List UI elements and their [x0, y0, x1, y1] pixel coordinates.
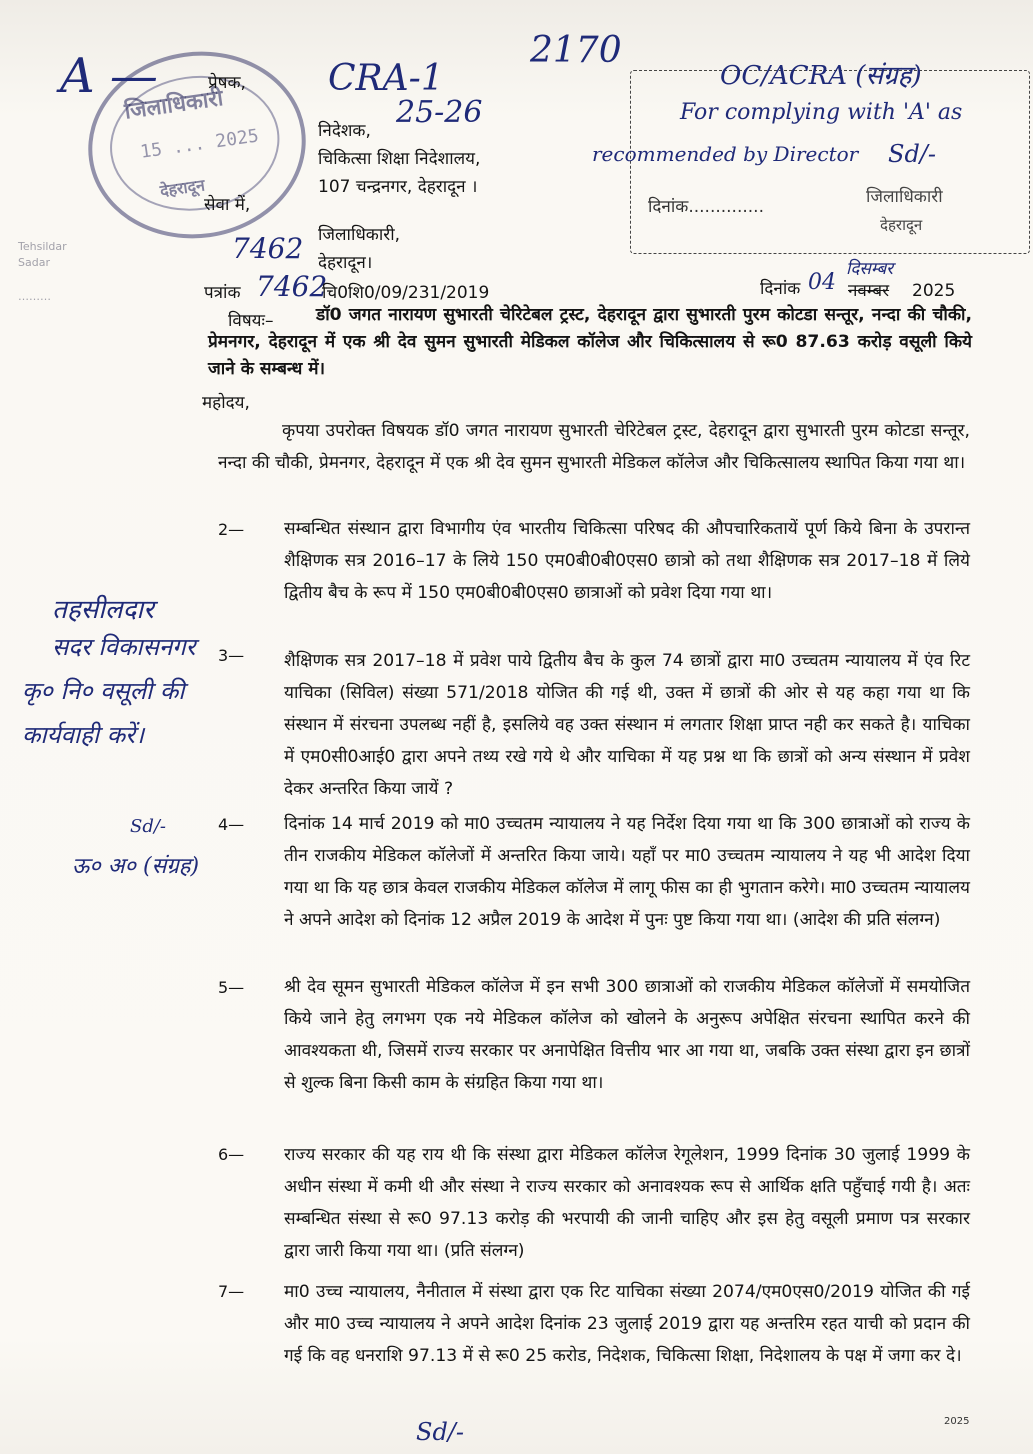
oc-box-note-1: For complying with 'A' as [680, 100, 963, 125]
oc-box-title: OC/ACRA (संग्रह) [720, 61, 922, 91]
bottom-signature: Sd/- [416, 1418, 464, 1446]
paragraph-5: श्री देव सूमन सुभारती मेडिकल कॉलेज में इन सभी 300 छात्राओं को राजकीय मेडिकल कॉलेजों में समयोजित किये जाने हेतु लगभग एक नये मेडिकल कॉलेज को खोलने के अनुरूप अपेक्षित संरचना स्थापित करने की आवश्यकता थी, जिसमें राज्य सरकार पर अनापेक्षित वित्तीय भार आ गया था, जबकि उक्त संस्था द्वारा इन छात्रों से शुल्क बिना किसी काम के संग्रहित किया गया था। [284, 977, 970, 1093]
oc-box-office-2: देहरादून [880, 216, 923, 234]
number-mark: 2170 [530, 30, 622, 71]
date-day: 04 [808, 270, 836, 295]
stamp-date: 15 ... 2025 [139, 125, 261, 163]
margin-note-line-4: कार्यवाही करें। [22, 721, 145, 749]
ghost-stamp: Tehsildar [18, 240, 67, 253]
paragraph-4: दिनांक 14 मार्च 2019 को मा0 उच्चतम न्यायालय ने यह निर्देश दिया गया था कि 300 छात्राओं को राज्य के तीन राजकीय मेडिकल कॉलेजों में अन्तरित किया जाये। यहाँ पर मा0 उच्चतम न्यायालय ने यह भी आदेश दिया गया था कि यह छात्र केवल राजकीय मेडिकल कॉलेज में लागू फीस का ही भुगतान करेगे। मा0 उच्चतम न्यायालय ने अपने आदेश को दिनांक 12 अप्रैल 2019 के आदेश में पुनः पुष्ट किया गया था। (आदेश की प्रति संलग्न) [284, 814, 970, 930]
date-month-struck: नवम्बर [848, 281, 890, 301]
top-left-mark: A — [60, 48, 158, 104]
ref-handwritten-2: 7462 [256, 270, 328, 303]
stamp-title: जिलाधिकारी [122, 86, 225, 125]
ref-label: पत्रांक [204, 283, 241, 303]
oc-box-date-label: दिनांक.............. [648, 197, 764, 217]
sender-line-1: निदेशक, [318, 121, 371, 141]
document-page: जिलाधिकारी 15 ... 2025 देहरादून Tehsildar Sadar ……… A — CRA-1 25-26 2170 OC/ACRA (संग्रह) For complying with 'A' as recommended by Director Sd/- दिनांक.............. जिलाधिकारी देहरादून प्रेषक, निदेशक, चिकित्सा शिक्षा निदेशालय, 107 चन्द्रनगर, देहरादून । सेवा में, जिलाधिकारी, देहरादून। 7462 पत्रांक 7462 चि0शि0/09/231/2019 दिनांक 04 नवम्बर दिसम्बर 2025 विषयः– डॉ0 जगत नारायण सुभारती चेरिटेबल ट्रस्ट, देहरादून द्वारा सुभारती पुरम कोटडा सन्तूर, नन्दा की चौकी, प्रेमनगर, देहरादून में एक श्री देव सुमन सुभारती मेडिकल कॉलेज और चिकित्सालय से रू0 87.63 करोड़ वसूली किये जाने के सम्बन्ध में। महोदय, कृपया उपरोक्त विषयक डॉ0 जगत नारायण सुभारती चेरिटेबल ट्रस्ट, देहरादून द्वारा सुभारती पुरम कोटडा सन्तूर, नन्दा की चौकी, प्रेमनगर, देहरादून में एक श्री देव सुमन सुभारती मेडिकल कॉलेज और चिकित्सालय स्थापित किया गया था। 2— सम्बन्धित संस्थान द्वारा विभागीय एंव भारतीय चिकित्सा परिषद की औपचारिकतायें पूर्ण किये बिना के उपरान्त शैक्षिणक सत्र 2016–17 के लिये 150 एम0बी0बी0एस0 छात्रो को तथा शैक्षिणक सत्र 2017–18 में लिये द्वितीय बैच के रूप में 150 एम0बी0बी0एस0 छात्राओं को प्रवेश दिया गया था। 3— शैक्षिणक सत्र 2017–18 में प्रवेश पाये द्वितीय बैच के कुल 74 छात्रों द्वारा मा0 उच्चतम न्यायालय में एंव रिट याचिका (सिविल) संख्या 571/2018 योजित की गई थी, उक्त में छात्रों की ओर से यह कहा गया था कि संस्थान में संरचना उपलब्ध नहीं है, इसलिये वह उक्त संस्थान मं लगतार शिक्षा प्राप्त नही कर सकते है। याचिका में एम0सी0आई0 द्वारा अपने तथ्य रखे गये थे और याचिका में यह प्रश्न था कि छात्रों को अन्य संस्थान में प्रवेश देकर अन्तरित किया जायें ? 4— दिनांक 14 मार्च 2019 को मा0 उच्चतम न्यायालय ने यह निर्देश दिया गया था कि 300 छात्राओं को राज्य के तीन राजकीय मेडिकल कॉलेजों में अन्तरित किया जाये। यहाँ पर मा0 उच्चतम न्यायालय ने यह भी आदेश दिया गया था कि यह छात्र केवल राजकीय मेडिकल कॉलेज में लागू फीस का ही भुगतान करेगे। मा0 उच्चतम न्यायालय ने अपने आदेश को दिनांक 12 अप्रैल 2019 के आदेश में पुनः पुष्ट किया गया था। (आदेश की प्रति संलग्न) 5— श्री देव सूमन सुभारती मेडिकल कॉलेज में इन सभी 300 छात्राओं को राजकीय मेडिकल कॉलेजों में समयोजित किये जाने हेतु लगभग एक नये मेडिकल कॉलेज को खोलने के अनुरूप अपेक्षित संरचना स्थापित करने की आवश्यकता थी, जिसमें राज्य सरकार पर अनापेक्षित वित्तीय भार आ गया था, जबकि उक्त संस्था द्वारा इन छात्रों से शुल्क बिना किसी काम के संग्रहित किया गया था। 6— राज्य सरकार की यह राय थी कि संस्था द्वारा मेडिकल कॉलेज रेगूलेशन, 1999 दिनांक 30 जुलाई 1999 के अधीन संस्था में कमी थी और संस्था ने राज्य सरकार को अनावश्यक रूप से आर्थिक क्षति पहुँचाई गयी है। अतः सम्बन्धित संस्था से रू0 97.13 करोड़ की भरपायी की जानी चाहिए और इस हेतु वसूली प्रमाण पत्र सरकार द्वारा जारी किया गया था। (प्रति संलग्न) 7— मा0 उच्च न्यायालय, नैनीताल में संस्था द्वारा एक रिट याचिका संख्या 2074/एम0एस0/2019 योजित की गई और मा0 उच्च न्यायालय ने अपने आदेश दिनांक 23 जुलाई 2019 द्वारा यह अन्तरिम रहत याची को प्रदान की गई कि वह धनराशि 97.13 में से रू0 25 करोड, निदेशक, चिकित्सा शिक्षा, निदेशालय के पक्ष में जगा कर दे। तहसीलदार सदर विकासनगर कृ० नि० वसूली की कार्यवाही करें। Sd/- ऊ० अ० (संग्रह) Sd/- 2025 [0, 0, 1033, 1454]
margin-initial: Sd/- [130, 816, 166, 837]
subject-text: डॉ0 जगत नारायण सुभारती चेरिटेबल ट्रस्ट, देहरादून द्वारा सुभारती पुरम कोटडा सन्तूर, नन्दा की चौकी, प्रेमनगर, देहरादून में एक श्री देव सुमन सुभारती मेडिकल कॉलेज और चिकित्सालय से रू0 87.63 करोड़ वसूली किये जाने के सम्बन्ध में। [208, 305, 972, 379]
salutation: महोदय, [202, 393, 250, 413]
to-line-1: जिलाधिकारी, [318, 225, 401, 245]
sender-line-3: 107 चन्द्रनगर, देहरादून । [318, 177, 478, 197]
paragraph-4-number: 4— [218, 815, 245, 834]
sender-line-2: चिकित्सा शिक्षा निदेशालय, [318, 149, 481, 169]
paragraph-3-number: 3— [218, 646, 245, 665]
year-mark: 25-26 [396, 95, 483, 130]
paragraph-1: कृपया उपरोक्त विषयक डॉ0 जगत नारायण सुभारती चेरिटेबल ट्रस्ट, देहरादून द्वारा सुभारती पुरम कोटडा सन्तूर, नन्दा की चौकी, प्रेमनगर, देहरादून में एक श्री देव सुमन सुभारती मेडिकल कॉलेज और चिकित्सालय स्थापित किया गया था। [218, 421, 970, 473]
subject-label: विषयः– [228, 311, 274, 331]
ref-number: चि0शि0/09/231/2019 [322, 283, 490, 303]
sender-label: प्रेषक, [208, 73, 246, 93]
margin-note-line-1: तहसीलदार [52, 595, 154, 625]
paragraph-2-number: 2— [218, 520, 245, 539]
oc-box-note-2: recommended by Director [592, 142, 859, 166]
to-line-2: देहरादून। [318, 253, 373, 273]
ref-handwritten: 7462 [232, 232, 304, 265]
date-label: दिनांक [760, 279, 801, 299]
paragraph-5-number: 5— [218, 978, 245, 997]
date-year: 2025 [912, 281, 956, 301]
paragraph-3: शैक्षिणक सत्र 2017–18 में प्रवेश पाये द्वितीय बैच के कुल 74 छात्रों द्वारा मा0 उच्चतम न्यायालय में एंव रिट याचिका (सिविल) संख्या 571/2018 योजित की गई थी, उक्त में छात्रों की ओर से यह कहा गया था कि संस्थान में संरचना उपलब्ध नहीं है, इसलिये वह उक्त संस्थान मं लगतार शिक्षा प्राप्त नही कर सकते है। याचिका में एम0सी0आई0 द्वारा अपने तथ्य रखे गये थे और याचिका में यह प्रश्न था कि छात्रों को अन्य संस्थान में प्रवेश देकर अन्तरित किया जायें ? [284, 651, 970, 799]
margin-note-line-2: सदर विकासनगर [52, 633, 196, 661]
cra-mark: CRA-1 [328, 58, 444, 99]
oc-box-office-1: जिलाधिकारी [866, 187, 943, 207]
paragraph-6: राज्य सरकार की यह राय थी कि संस्था द्वारा मेडिकल कॉलेज रेगूलेशन, 1999 दिनांक 30 जुलाई 1999 के अधीन संस्था में कमी थी और संस्था ने राज्य सरकार को अनावश्यक रूप से आर्थिक क्षति पहुँचाई गयी है। अतः सम्बन्धित संस्था से रू0 97.13 करोड़ की भरपायी की जानी चाहिए और इस हेतु वसूली प्रमाण पत्र सरकार द्वारा जारी किया गया था। (प्रति संलग्न) [284, 1145, 970, 1261]
paragraph-7-number: 7— [218, 1282, 245, 1301]
to-label: सेवा में, [204, 195, 251, 215]
margin-initial-2: ऊ० अ० (संग्रह) [72, 854, 200, 879]
stamp-place: देहरादून [158, 175, 207, 201]
bottom-year: 2025 [944, 1416, 970, 1427]
paragraph-2: सम्बन्धित संस्थान द्वारा विभागीय एंव भारतीय चिकित्सा परिषद की औपचारिकतायें पूर्ण किये बिना के उपरान्त शैक्षिणक सत्र 2016–17 के लिये 150 एम0बी0बी0एस0 छात्रो को तथा शैक्षिणक सत्र 2017–18 में लिये द्वितीय बैच के रूप में 150 एम0बी0बी0एस0 छात्राओं को प्रवेश दिया गया था। [284, 519, 970, 603]
date-month-hand: दिसम्बर [846, 259, 894, 279]
paragraph-6-number: 6— [218, 1145, 245, 1164]
oc-box-initials: Sd/- [888, 140, 936, 168]
paragraph-7: मा0 उच्च न्यायालय, नैनीताल में संस्था द्वारा एक रिट याचिका संख्या 2074/एम0एस0/2019 योजित की गई और मा0 उच्च न्यायालय ने अपने आदेश दिनांक 23 जुलाई 2019 द्वारा यह अन्तरिम रहत याची को प्रदान की गई कि वह धनराशि 97.13 में से रू0 25 करोड, निदेशक, चिकित्सा शिक्षा, निदेशालय के पक्ष में जगा कर दे। [284, 1282, 970, 1366]
margin-note-line-3: कृ० नि० वसूली की [22, 677, 185, 705]
